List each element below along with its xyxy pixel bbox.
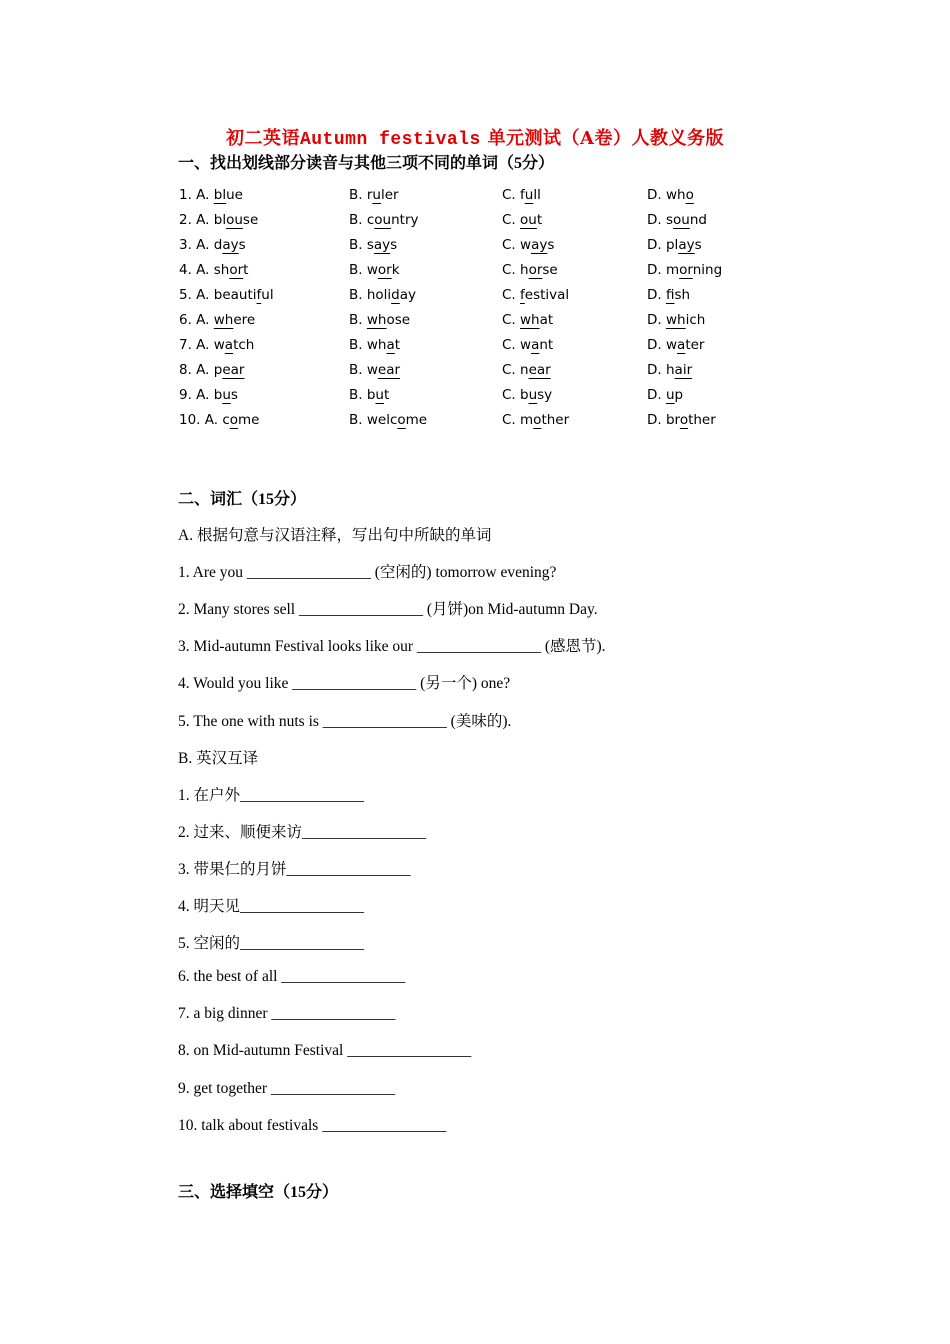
phonics-option: 1. A. blue <box>179 187 243 203</box>
phonics-option: C. near <box>502 362 551 378</box>
phonics-option: D. up <box>647 387 684 403</box>
phonics-option: C. out <box>502 212 543 228</box>
phonics-option: C. full <box>502 187 541 203</box>
underlined-letters: o <box>685 187 694 203</box>
question-line: A. 根据句意与汉语注释，写出句中所缺的单词 <box>178 527 492 544</box>
question-line: 5. 空闲的________________ <box>178 935 365 953</box>
underlined-letters: ay <box>222 237 239 253</box>
question-line: 2. Many stores sell ________________ (月饼)on Mid-autumn Day. <box>178 601 598 619</box>
phonics-option: 7. A. watch <box>179 337 255 353</box>
underlined-letters: wh <box>366 312 387 328</box>
underlined-letters: ear <box>222 362 245 378</box>
underlined-letters: or <box>679 262 693 278</box>
phonics-option: D. who <box>647 187 694 203</box>
phonics-row <box>0 387 950 409</box>
underlined-letters: wh <box>213 312 234 328</box>
phonics-option: 8. A. pear <box>179 362 245 378</box>
question-line: 6. the best of all ________________ <box>178 968 406 986</box>
section3-heading: 三、选择填空（15分） <box>178 1182 339 1201</box>
question-line: 1. Are you ________________ (空闲的) tomorrow evening? <box>178 564 557 582</box>
question-line: 10. talk about festivals ________________ <box>178 1116 447 1134</box>
phonics-option: C. mother <box>502 412 570 428</box>
phonics-option: D. morning <box>647 262 723 278</box>
phonics-option: B. whose <box>349 312 411 328</box>
underlined-letters: ou <box>520 212 537 228</box>
title-prefix: 初二英语 <box>225 128 300 149</box>
phonics-option: C. busy <box>502 387 553 403</box>
underlined-letters: a <box>677 337 686 353</box>
phonics-option: 5. A. beautiful <box>179 287 274 303</box>
underlined-letters: air <box>674 362 693 378</box>
question-line: 2. 过来、顺便来访________________ <box>178 823 427 841</box>
title-suffix: 单元测试（A卷）人教义务版 <box>487 128 725 149</box>
phonics-row <box>0 237 950 259</box>
underlined-letters: ay <box>531 237 548 253</box>
underlined-letters: wh <box>520 312 540 328</box>
underlined-letters: ou <box>673 212 690 228</box>
phonics-option: C. ways <box>502 237 555 253</box>
phonics-option: C. horse <box>502 262 558 278</box>
underlined-letters: a <box>531 337 540 353</box>
section2-heading: 二、词汇（15分） <box>178 489 307 508</box>
phonics-option: 9. A. bus <box>179 387 238 403</box>
phonics-option: D. which <box>647 312 706 328</box>
phonics-option: D. water <box>647 337 705 353</box>
phonics-row <box>0 262 950 284</box>
underlined-letters: a <box>386 337 395 353</box>
phonics-option: 6. A. where <box>179 312 256 328</box>
phonics-option: C. festival <box>502 287 570 303</box>
phonics-row <box>0 212 950 234</box>
phonics-option: B. work <box>349 262 400 278</box>
phonics-option: B. ruler <box>349 187 399 203</box>
underlined-letters: f <box>520 287 525 303</box>
phonics-option: C. what <box>502 312 554 328</box>
document-title <box>0 124 950 150</box>
question-line: 9. get together ________________ <box>178 1079 395 1097</box>
underlined-letters: ou <box>226 212 243 228</box>
phonics-row <box>0 337 950 359</box>
phonics-option: D. sound <box>647 212 707 228</box>
underlined-letters: or <box>528 262 543 278</box>
phonics-row <box>0 287 950 309</box>
phonics-option: C. want <box>502 337 554 353</box>
underlined-letters: ay <box>678 237 695 253</box>
underlined-letters: or <box>377 262 392 278</box>
underlined-letters: ear <box>377 362 401 378</box>
underlined-letters: u <box>665 387 675 403</box>
question-line: B. 英汉互译 <box>178 749 259 767</box>
underlined-letters: u <box>375 387 384 403</box>
underlined-letters: o <box>229 412 239 428</box>
phonics-option: B. country <box>349 212 419 228</box>
underlined-letters: u <box>222 387 231 403</box>
question-line: 3. 带果仁的月饼________________ <box>178 860 411 878</box>
underlined-letters: o <box>397 412 406 428</box>
underlined-letters: u <box>528 387 538 403</box>
underlined-letters: wh <box>665 312 686 328</box>
underlined-letters: d <box>391 287 400 303</box>
underlined-letters: f <box>665 287 675 303</box>
phonics-option: B. wear <box>349 362 401 378</box>
underlined-letters: u <box>372 187 381 203</box>
phonics-option: B. holiday <box>349 287 417 303</box>
underlined-letters: bl <box>213 187 227 203</box>
question-line: 4. 明天见________________ <box>178 898 365 915</box>
phonics-option: 2. A. blouse <box>179 212 259 228</box>
phonics-option: B. but <box>349 387 390 403</box>
underlined-letters: o <box>679 412 689 428</box>
underlined-letters: u <box>524 187 534 203</box>
underlined-letters: f <box>256 287 262 303</box>
phonics-option: B. says <box>349 237 398 253</box>
underlined-letters: a <box>224 337 234 353</box>
section1-heading: 一、找出划线部分读音与其他三项不同的单词（5分） <box>178 153 555 172</box>
underlined-letters: ear <box>528 362 551 378</box>
phonics-row <box>0 412 950 434</box>
phonics-option: B. welcome <box>349 412 428 428</box>
phonics-option: D. hair <box>647 362 693 378</box>
phonics-option: D. fish <box>647 287 691 303</box>
phonics-option: 3. A. days <box>179 237 246 253</box>
underlined-letters: o <box>533 412 542 428</box>
question-line: 5. The one with nuts is ________________ (美味的). <box>178 712 512 730</box>
phonics-option: 10. A. come <box>179 412 260 428</box>
question-line: 8. on Mid-autumn Festival ________________ <box>178 1042 472 1060</box>
phonics-option: 4. A. short <box>179 262 249 278</box>
phonics-row <box>0 187 950 209</box>
phonics-option: B. what <box>349 337 401 353</box>
question-line: 4. Would you like ________________ (另一个) one? <box>178 675 511 693</box>
phonics-option: D. brother <box>647 412 716 428</box>
underlined-letters: ay <box>373 237 391 253</box>
phonics-row <box>0 362 950 384</box>
underlined-letters: ou <box>374 212 392 228</box>
title-english: Autumn festivals <box>299 130 481 150</box>
underlined-letters: or <box>229 262 244 278</box>
question-line: 1. 在户外________________ <box>178 786 365 804</box>
phonics-option: D. plays <box>647 237 702 253</box>
phonics-row <box>0 312 950 334</box>
question-line: 7. a big dinner ________________ <box>178 1005 396 1023</box>
question-line: 3. Mid-autumn Festival looks like our ________________ (感恩节). <box>178 638 606 656</box>
